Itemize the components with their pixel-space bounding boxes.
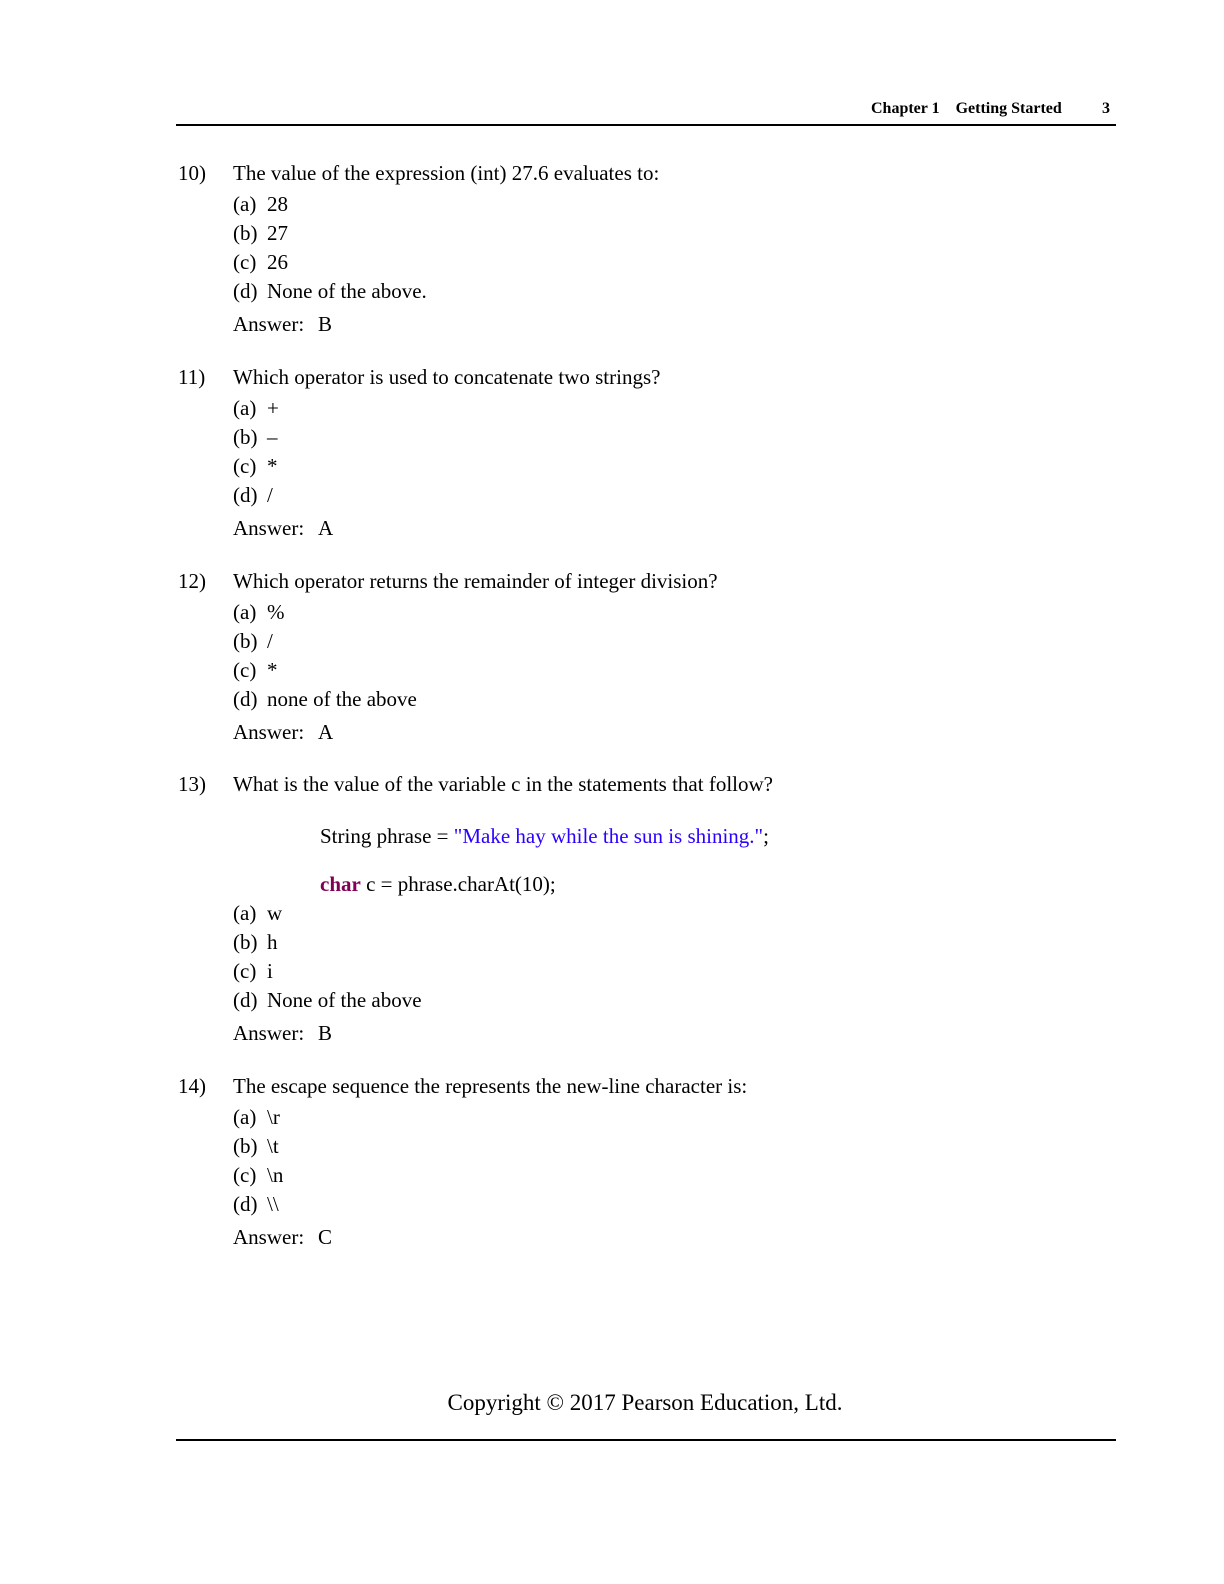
option-label: (b)	[233, 930, 258, 954]
option-text: None of the above.	[267, 279, 427, 303]
option-c	[233, 959, 273, 984]
code-line-1	[320, 824, 769, 849]
option-label: (a)	[233, 901, 257, 925]
option-text: +	[267, 396, 279, 420]
question-number: 11)	[178, 365, 206, 389]
option-text: *	[267, 454, 278, 478]
question-text: The escape sequence the represents the new-line character is:	[233, 1074, 748, 1098]
option-c	[233, 250, 288, 275]
option-label: (d)	[233, 483, 258, 507]
option-c	[233, 1163, 283, 1188]
option-label: (c)	[233, 959, 257, 983]
option-label: (a)	[233, 192, 257, 216]
code-text: c = phrase.charAt(10);	[360, 872, 556, 896]
chapter-title: Chapter 1 Getting Started	[871, 100, 1062, 117]
option-d	[233, 483, 273, 508]
code-string-literal: "Make hay while the sun is shining."	[453, 824, 764, 848]
option-label: (a)	[233, 396, 257, 420]
option-a	[233, 192, 288, 217]
option-d	[233, 988, 422, 1013]
option-label: (d)	[233, 988, 258, 1012]
option-text: w	[267, 901, 283, 925]
answer	[233, 312, 332, 337]
option-text: 28	[267, 192, 288, 216]
answer	[233, 1021, 332, 1046]
question-text: Which operator is used to concatenate two strings?	[233, 365, 661, 389]
option-text: *	[267, 658, 278, 682]
option-b	[233, 930, 278, 955]
option-label: (c)	[233, 454, 257, 478]
question-text: Which operator returns the remainder of integer division?	[233, 569, 718, 593]
option-c	[233, 454, 278, 479]
option-label: (c)	[233, 1163, 257, 1187]
option-label: (d)	[233, 279, 258, 303]
option-label: (b)	[233, 425, 258, 449]
answer-value: A	[318, 720, 334, 744]
option-text: 26	[267, 250, 288, 274]
answer-value: C	[318, 1225, 333, 1249]
question-text: The value of the expression (int) 27.6 evaluates to:	[233, 161, 660, 185]
option-d	[233, 687, 417, 712]
code-text: String phrase =	[320, 824, 454, 848]
answer	[233, 720, 333, 745]
option-a	[233, 901, 282, 926]
option-text: i	[267, 959, 273, 983]
option-text: /	[267, 629, 273, 653]
option-b	[233, 221, 288, 246]
answer-label: Answer:	[233, 1225, 305, 1249]
option-label: (b)	[233, 221, 258, 245]
answer	[233, 1225, 332, 1250]
answer	[233, 516, 333, 541]
option-text: none of the above	[267, 687, 417, 711]
option-text: –	[267, 425, 278, 449]
page-header	[176, 100, 1116, 120]
footer-rule	[176, 1439, 1116, 1441]
answer-value: A	[318, 516, 334, 540]
option-text: \r	[267, 1105, 280, 1129]
option-a	[233, 396, 279, 421]
page-number: 3	[1102, 100, 1110, 117]
question-text: What is the value of the variable c in the statements that follow?	[233, 772, 773, 796]
option-label: (a)	[233, 600, 257, 624]
code-text: ;	[763, 824, 769, 848]
answer-label: Answer:	[233, 516, 305, 540]
option-text: \n	[267, 1163, 284, 1187]
option-c	[233, 658, 278, 683]
option-text: \t	[267, 1134, 279, 1158]
code-keyword: char	[320, 872, 361, 896]
question-number: 13)	[178, 772, 206, 796]
answer-value: B	[318, 312, 333, 336]
option-text: None of the above	[267, 988, 422, 1012]
question-number: 10)	[178, 161, 206, 185]
option-text: \\	[267, 1192, 279, 1216]
copyright-footer: Copyright © 2017 Pearson Education, Ltd.	[447, 1390, 843, 1415]
option-label: (c)	[233, 658, 257, 682]
option-label: (a)	[233, 1105, 257, 1129]
answer-label: Answer:	[233, 720, 305, 744]
option-d	[233, 279, 427, 304]
option-a	[233, 1105, 280, 1130]
option-a	[233, 600, 285, 625]
option-text: /	[267, 483, 273, 507]
option-label: (c)	[233, 250, 257, 274]
answer-label: Answer:	[233, 1021, 305, 1045]
option-text: %	[267, 600, 285, 624]
option-label: (b)	[233, 1134, 258, 1158]
answer-label: Answer:	[233, 312, 305, 336]
question-number: 12)	[178, 569, 206, 593]
header-rule	[176, 124, 1116, 126]
option-label: (b)	[233, 629, 258, 653]
answer-value: B	[318, 1021, 333, 1045]
option-d	[233, 1192, 279, 1217]
option-text: h	[267, 930, 278, 954]
option-b	[233, 425, 278, 450]
option-label: (d)	[233, 687, 258, 711]
option-b	[233, 1134, 279, 1159]
option-b	[233, 629, 273, 654]
question-number: 14)	[178, 1074, 206, 1098]
option-text: 27	[267, 221, 288, 245]
code-line-2	[320, 872, 556, 897]
option-label: (d)	[233, 1192, 258, 1216]
